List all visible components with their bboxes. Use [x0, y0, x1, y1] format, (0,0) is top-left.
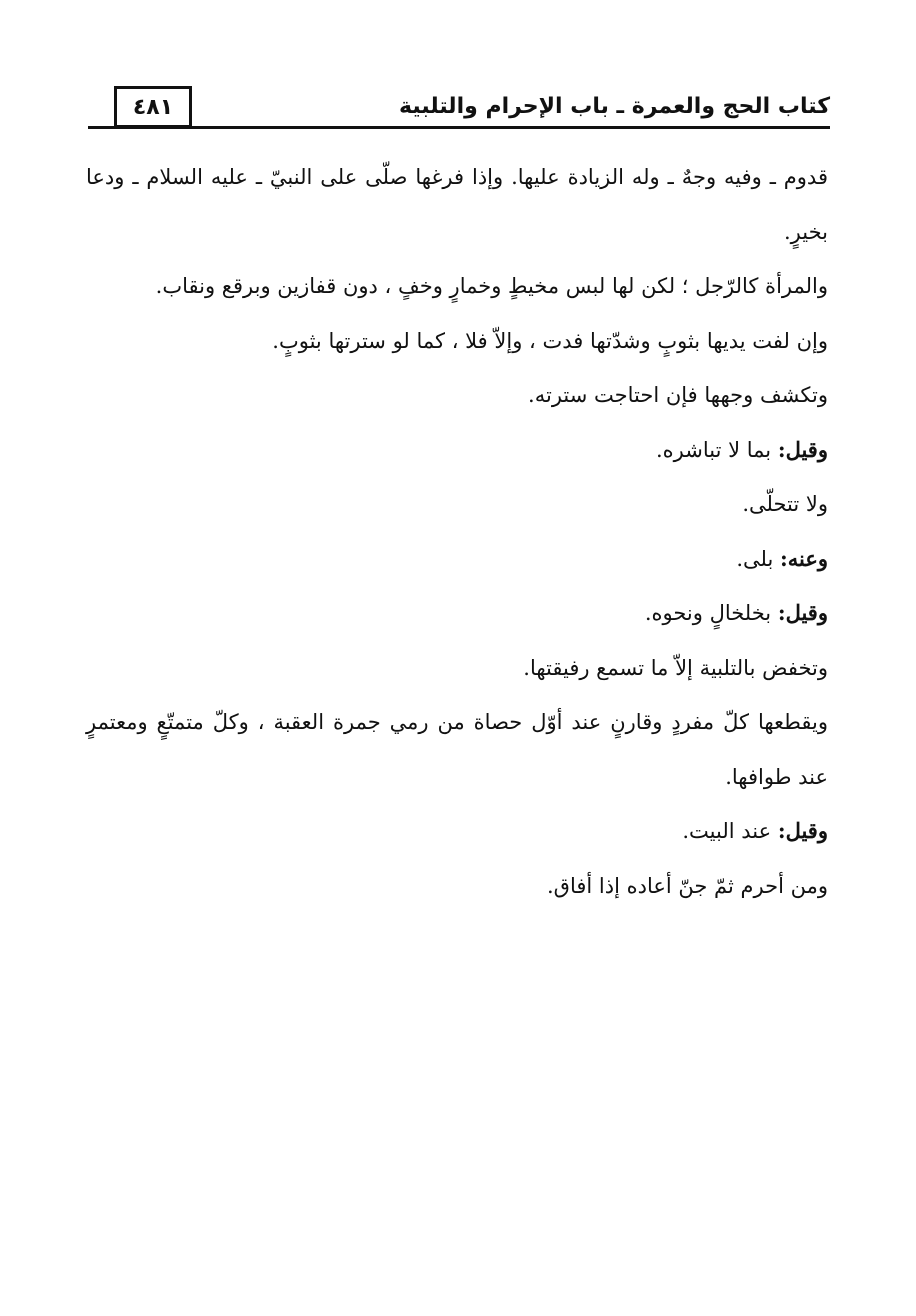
paragraph-text: بلى. — [736, 546, 780, 571]
running-header — [88, 86, 830, 136]
header-title: كتاب الحج والعمرة ـ باب الإحرام والتلبية — [389, 90, 830, 124]
paragraph-text: ومن أحرم ثمّ جنّ أعاده إذا أفاق. — [547, 873, 828, 898]
paragraph-3 — [86, 314, 828, 369]
paragraph-4 — [86, 368, 828, 423]
page-number: ٤٨١ — [114, 86, 192, 128]
paragraph-text: بما لا تباشره. — [655, 437, 778, 462]
header-rule — [88, 126, 830, 129]
paragraph-9 — [86, 641, 828, 696]
paragraph-text: وتكشف وجهها فإن احتاجت سترته. — [528, 383, 828, 407]
paragraph-8 — [86, 586, 828, 641]
paragraph-12 — [86, 859, 828, 914]
paragraph-text: ويقطعها كلّ مفردٍ وقارنٍ عند أوّل حصاة من رمي جمرة العقبة ، وكلّ متمتّعٍ ومعتمرٍ عند طوافها. — [86, 710, 828, 789]
paragraph-11 — [86, 804, 828, 859]
paragraph-lead: وقيل: — [777, 818, 828, 843]
paragraph-2 — [86, 259, 828, 314]
paragraph-5 — [86, 423, 828, 478]
paragraph-lead: وعنه: — [779, 545, 828, 571]
body-text — [86, 150, 828, 913]
paragraph-text: ولا تتحلّى. — [742, 492, 828, 516]
paragraph-lead: وقيل: — [777, 436, 828, 462]
paragraph-text: وتخفض بالتلبية إلاّ ما تسمع رفيقتها. — [523, 655, 828, 680]
paragraph-6 — [86, 477, 828, 532]
paragraph-10 — [86, 695, 828, 804]
paragraph-7 — [86, 532, 828, 587]
paragraph-text: والمرأة كالرّجل ؛ لكن لها لبس مخيطٍ وخمارٍ وخفٍ ، دون قفازين وبرقع ونقاب. — [155, 274, 828, 298]
paragraph-lead: وقيل: — [777, 600, 828, 625]
paragraph-text: عند البيت. — [682, 819, 778, 843]
paragraph-text: وإن لفت يديها بثوبٍ وشدّتها فدت ، وإلاّ فلا ، كما لو سترتها بثوبٍ. — [272, 328, 828, 353]
paragraph-text: قدوم ـ وفيه وجهٌ ـ وله الزيادة عليها. وإذا فرغها صلّى على النبيّ ـ عليه السلام ـ ودعا بخيرٍ. — [86, 165, 828, 244]
paragraph-text: بخلخالٍ ونحوه. — [644, 601, 778, 625]
paragraph-1 — [86, 150, 828, 259]
